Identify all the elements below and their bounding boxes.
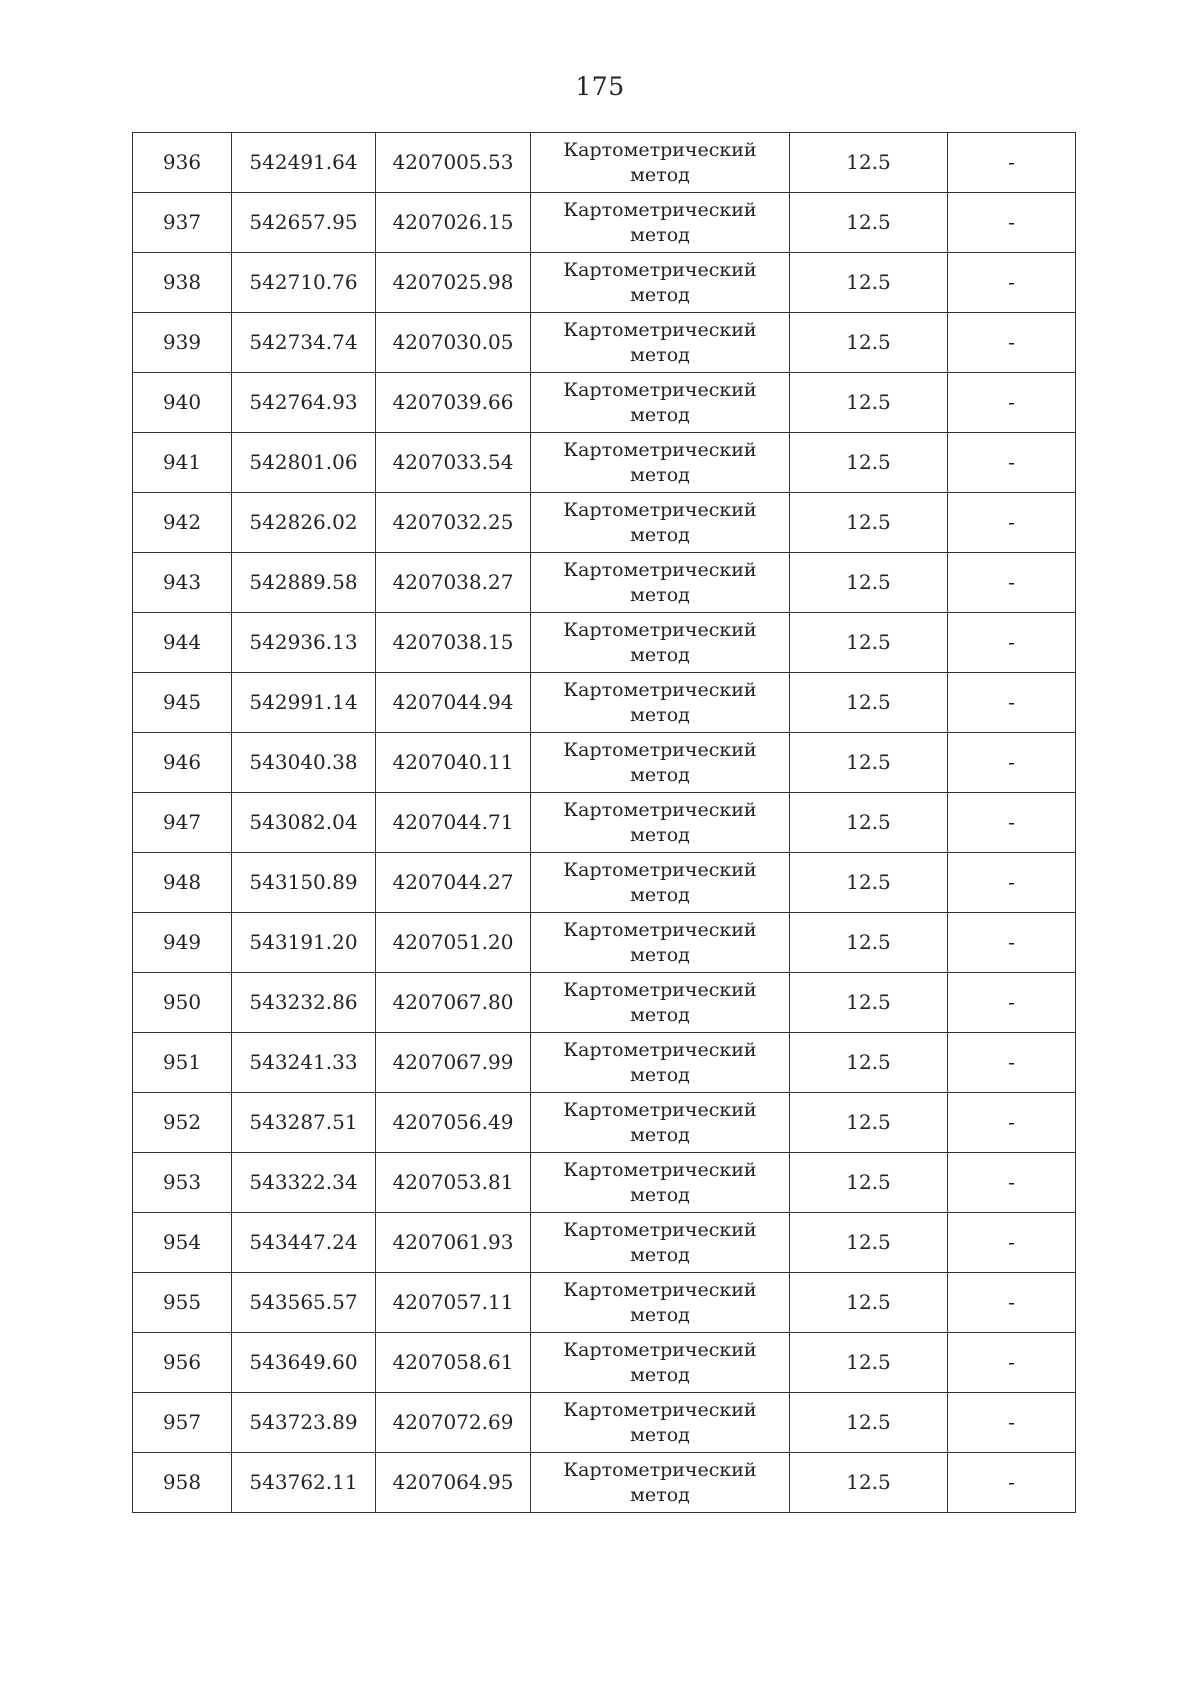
table-row: [133, 133, 1076, 193]
x-coordinate-cell: 543287.51: [232, 1093, 376, 1153]
y-coordinate-cell: 4207026.15: [376, 193, 531, 253]
method-line-1: Картометрический: [563, 378, 757, 401]
note-cell: -: [948, 433, 1076, 493]
x-coordinate-cell: 542936.13: [232, 613, 376, 673]
method-line-1: Картометрический: [563, 1098, 757, 1121]
note-cell: -: [948, 1453, 1076, 1513]
table-row: [133, 553, 1076, 613]
method-cell: [531, 1273, 790, 1333]
note-cell: -: [948, 1333, 1076, 1393]
y-coordinate-cell: 4207058.61: [376, 1333, 531, 1393]
method-line-2: метод: [630, 1243, 690, 1266]
note-cell: -: [948, 973, 1076, 1033]
method-line-1: Картометрический: [563, 798, 757, 821]
method-line-1: Картометрический: [563, 978, 757, 1001]
y-coordinate-cell: 4207053.81: [376, 1153, 531, 1213]
accuracy-value-cell: 12.5: [790, 733, 948, 793]
accuracy-value-cell: 12.5: [790, 553, 948, 613]
method-line-2: метод: [630, 1363, 690, 1386]
point-number-cell: 939: [133, 313, 232, 373]
x-coordinate-cell: 543150.89: [232, 853, 376, 913]
y-coordinate-cell: 4207067.80: [376, 973, 531, 1033]
point-number-cell: 953: [133, 1153, 232, 1213]
note-cell: -: [948, 373, 1076, 433]
point-number-cell: 949: [133, 913, 232, 973]
x-coordinate-cell: 543322.34: [232, 1153, 376, 1213]
page-number: 175: [575, 72, 625, 101]
note-cell: -: [948, 1213, 1076, 1273]
accuracy-value-cell: 12.5: [790, 1393, 948, 1453]
method-line-1: Картометрический: [563, 498, 757, 521]
method-cell: [531, 673, 790, 733]
y-coordinate-cell: 4207040.11: [376, 733, 531, 793]
method-line-2: метод: [630, 883, 690, 906]
x-coordinate-cell: 543232.86: [232, 973, 376, 1033]
method-line-2: метод: [630, 703, 690, 726]
y-coordinate-cell: 4207033.54: [376, 433, 531, 493]
x-coordinate-cell: 543241.33: [232, 1033, 376, 1093]
method-cell: [531, 793, 790, 853]
method-cell: [531, 1393, 790, 1453]
accuracy-value-cell: 12.5: [790, 973, 948, 1033]
table-row: [133, 433, 1076, 493]
x-coordinate-cell: 542491.64: [232, 133, 376, 193]
x-coordinate-cell: 543762.11: [232, 1453, 376, 1513]
x-coordinate-cell: 542826.02: [232, 493, 376, 553]
y-coordinate-cell: 4207056.49: [376, 1093, 531, 1153]
method-cell: [531, 853, 790, 913]
method-line-2: метод: [630, 223, 690, 246]
method-cell: [531, 1213, 790, 1273]
note-cell: -: [948, 673, 1076, 733]
x-coordinate-cell: 543447.24: [232, 1213, 376, 1273]
table-row: [133, 1213, 1076, 1273]
point-number-cell: 936: [133, 133, 232, 193]
method-cell: [531, 253, 790, 313]
point-number-cell: 938: [133, 253, 232, 313]
method-line-2: метод: [630, 403, 690, 426]
point-number-cell: 944: [133, 613, 232, 673]
note-cell: -: [948, 253, 1076, 313]
y-coordinate-cell: 4207044.71: [376, 793, 531, 853]
method-line-2: метод: [630, 1183, 690, 1206]
y-coordinate-cell: 4207005.53: [376, 133, 531, 193]
point-number-cell: 947: [133, 793, 232, 853]
x-coordinate-cell: 543565.57: [232, 1273, 376, 1333]
accuracy-value-cell: 12.5: [790, 1273, 948, 1333]
table-row: [133, 1033, 1076, 1093]
note-cell: -: [948, 793, 1076, 853]
note-cell: -: [948, 1153, 1076, 1213]
point-number-cell: 942: [133, 493, 232, 553]
table-row: [133, 1453, 1076, 1513]
x-coordinate-cell: 542991.14: [232, 673, 376, 733]
point-number-cell: 937: [133, 193, 232, 253]
method-cell: [531, 1153, 790, 1213]
x-coordinate-cell: 542657.95: [232, 193, 376, 253]
y-coordinate-cell: 4207038.15: [376, 613, 531, 673]
method-line-2: метод: [630, 643, 690, 666]
method-line-1: Картометрический: [563, 1278, 757, 1301]
note-cell: -: [948, 853, 1076, 913]
y-coordinate-cell: 4207038.27: [376, 553, 531, 613]
note-cell: -: [948, 733, 1076, 793]
note-cell: -: [948, 613, 1076, 673]
method-line-1: Картометрический: [563, 198, 757, 221]
method-line-2: метод: [630, 1303, 690, 1326]
point-number-cell: 940: [133, 373, 232, 433]
y-coordinate-cell: 4207044.27: [376, 853, 531, 913]
method-line-2: метод: [630, 943, 690, 966]
table-row: [133, 373, 1076, 433]
y-coordinate-cell: 4207072.69: [376, 1393, 531, 1453]
point-number-cell: 950: [133, 973, 232, 1033]
method-line-1: Картометрический: [563, 1218, 757, 1241]
point-number-cell: 957: [133, 1393, 232, 1453]
note-cell: -: [948, 193, 1076, 253]
accuracy-value-cell: 12.5: [790, 193, 948, 253]
note-cell: -: [948, 553, 1076, 613]
method-cell: [531, 613, 790, 673]
x-coordinate-cell: 543191.20: [232, 913, 376, 973]
method-line-1: Картометрический: [563, 1158, 757, 1181]
method-line-1: Картометрический: [563, 1038, 757, 1061]
method-line-1: Картометрический: [563, 738, 757, 761]
accuracy-value-cell: 12.5: [790, 1213, 948, 1273]
note-cell: -: [948, 913, 1076, 973]
method-cell: [531, 1333, 790, 1393]
table-row: [133, 493, 1076, 553]
x-coordinate-cell: 543649.60: [232, 1333, 376, 1393]
method-line-1: Картометрический: [563, 1338, 757, 1361]
method-line-2: метод: [630, 1483, 690, 1506]
method-line-2: метод: [630, 163, 690, 186]
accuracy-value-cell: 12.5: [790, 253, 948, 313]
table-row: [133, 1333, 1076, 1393]
table-row: [133, 913, 1076, 973]
method-line-2: метод: [630, 1003, 690, 1026]
point-number-cell: 954: [133, 1213, 232, 1273]
method-line-1: Картометрический: [563, 438, 757, 461]
table-row: [133, 1393, 1076, 1453]
method-line-2: метод: [630, 283, 690, 306]
accuracy-value-cell: 12.5: [790, 613, 948, 673]
method-cell: [531, 433, 790, 493]
method-line-1: Картометрический: [563, 1398, 757, 1421]
method-line-1: Картометрический: [563, 918, 757, 941]
point-number-cell: 958: [133, 1453, 232, 1513]
method-line-2: метод: [630, 1423, 690, 1446]
x-coordinate-cell: 543082.04: [232, 793, 376, 853]
point-number-cell: 956: [133, 1333, 232, 1393]
method-cell: [531, 1093, 790, 1153]
point-number-cell: 952: [133, 1093, 232, 1153]
table-row: [133, 613, 1076, 673]
method-line-1: Картометрический: [563, 318, 757, 341]
y-coordinate-cell: 4207032.25: [376, 493, 531, 553]
note-cell: -: [948, 133, 1076, 193]
point-number-cell: 948: [133, 853, 232, 913]
accuracy-value-cell: 12.5: [790, 793, 948, 853]
table-row: [133, 673, 1076, 733]
method-line-2: метод: [630, 523, 690, 546]
note-cell: -: [948, 313, 1076, 373]
method-cell: [531, 733, 790, 793]
note-cell: -: [948, 1033, 1076, 1093]
coordinates-table: [132, 132, 1076, 1513]
method-cell: [531, 1453, 790, 1513]
table-row: [133, 793, 1076, 853]
coordinates-table-body: [133, 133, 1076, 1513]
accuracy-value-cell: 12.5: [790, 853, 948, 913]
y-coordinate-cell: 4207039.66: [376, 373, 531, 433]
method-line-2: метод: [630, 823, 690, 846]
y-coordinate-cell: 4207044.94: [376, 673, 531, 733]
table-row: [133, 1153, 1076, 1213]
accuracy-value-cell: 12.5: [790, 433, 948, 493]
accuracy-value-cell: 12.5: [790, 1153, 948, 1213]
method-line-2: метод: [630, 1063, 690, 1086]
method-cell: [531, 313, 790, 373]
accuracy-value-cell: 12.5: [790, 133, 948, 193]
method-cell: [531, 373, 790, 433]
method-cell: [531, 193, 790, 253]
point-number-cell: 946: [133, 733, 232, 793]
x-coordinate-cell: 542734.74: [232, 313, 376, 373]
note-cell: -: [948, 1393, 1076, 1453]
point-number-cell: 955: [133, 1273, 232, 1333]
point-number-cell: 945: [133, 673, 232, 733]
method-line-1: Картометрический: [563, 258, 757, 281]
x-coordinate-cell: 543040.38: [232, 733, 376, 793]
accuracy-value-cell: 12.5: [790, 1453, 948, 1513]
y-coordinate-cell: 4207025.98: [376, 253, 531, 313]
method-cell: [531, 133, 790, 193]
table-row: [133, 193, 1076, 253]
method-cell: [531, 493, 790, 553]
point-number-cell: 943: [133, 553, 232, 613]
y-coordinate-cell: 4207051.20: [376, 913, 531, 973]
method-line-2: метод: [630, 583, 690, 606]
note-cell: -: [948, 493, 1076, 553]
method-line-1: Картометрический: [563, 1458, 757, 1481]
x-coordinate-cell: 543723.89: [232, 1393, 376, 1453]
method-line-2: метод: [630, 763, 690, 786]
table-row: [133, 853, 1076, 913]
table-row: [133, 733, 1076, 793]
accuracy-value-cell: 12.5: [790, 373, 948, 433]
method-cell: [531, 553, 790, 613]
method-cell: [531, 1033, 790, 1093]
table-row: [133, 973, 1076, 1033]
accuracy-value-cell: 12.5: [790, 1333, 948, 1393]
y-coordinate-cell: 4207064.95: [376, 1453, 531, 1513]
y-coordinate-cell: 4207067.99: [376, 1033, 531, 1093]
method-line-1: Картометрический: [563, 558, 757, 581]
accuracy-value-cell: 12.5: [790, 1093, 948, 1153]
method-line-2: метод: [630, 1123, 690, 1146]
accuracy-value-cell: 12.5: [790, 673, 948, 733]
table-row: [133, 1093, 1076, 1153]
method-line-2: метод: [630, 463, 690, 486]
accuracy-value-cell: 12.5: [790, 313, 948, 373]
x-coordinate-cell: 542764.93: [232, 373, 376, 433]
table-row: [133, 253, 1076, 313]
method-line-1: Картометрический: [563, 618, 757, 641]
x-coordinate-cell: 542710.76: [232, 253, 376, 313]
note-cell: -: [948, 1093, 1076, 1153]
method-cell: [531, 913, 790, 973]
accuracy-value-cell: 12.5: [790, 1033, 948, 1093]
table-row: [133, 313, 1076, 373]
point-number-cell: 941: [133, 433, 232, 493]
note-cell: -: [948, 1273, 1076, 1333]
point-number-cell: 951: [133, 1033, 232, 1093]
method-line-1: Картометрический: [563, 138, 757, 161]
table-row: [133, 1273, 1076, 1333]
x-coordinate-cell: 542801.06: [232, 433, 376, 493]
accuracy-value-cell: 12.5: [790, 493, 948, 553]
x-coordinate-cell: 542889.58: [232, 553, 376, 613]
method-line-2: метод: [630, 343, 690, 366]
y-coordinate-cell: 4207061.93: [376, 1213, 531, 1273]
accuracy-value-cell: 12.5: [790, 913, 948, 973]
method-cell: [531, 973, 790, 1033]
y-coordinate-cell: 4207030.05: [376, 313, 531, 373]
y-coordinate-cell: 4207057.11: [376, 1273, 531, 1333]
method-line-1: Картометрический: [563, 678, 757, 701]
method-line-1: Картометрический: [563, 858, 757, 881]
